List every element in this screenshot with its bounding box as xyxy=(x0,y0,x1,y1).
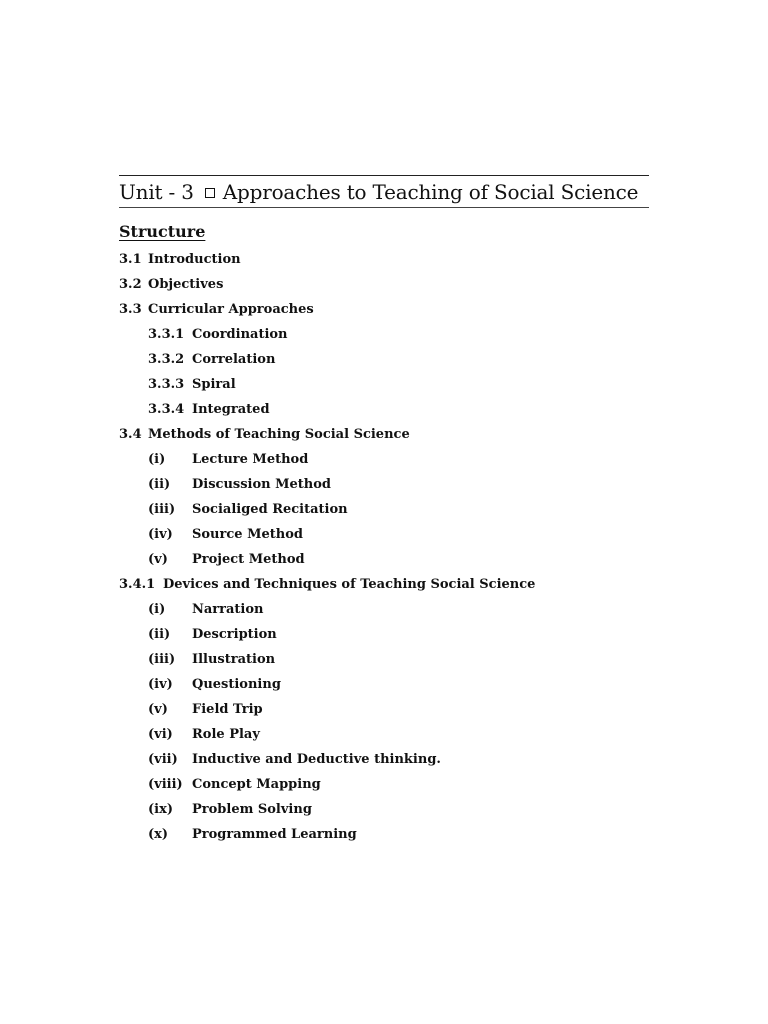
toc-item-label: Discussion Method xyxy=(192,477,332,492)
toc-item-number: (i) xyxy=(148,602,166,617)
toc-item-label: Role Play xyxy=(192,727,260,742)
toc-item-number: (iii) xyxy=(148,652,176,667)
toc-item-number: 3.3.1 xyxy=(148,327,185,342)
table-of-contents xyxy=(119,247,649,847)
toc-item-number: 3.3.2 xyxy=(148,352,185,367)
toc-item xyxy=(119,522,649,547)
toc-item xyxy=(119,347,649,372)
toc-item-label: Illustration xyxy=(192,652,276,667)
toc-item xyxy=(119,472,649,497)
toc-item xyxy=(119,797,649,822)
toc-item xyxy=(119,597,649,622)
toc-item-label: Programmed Learning xyxy=(192,827,357,842)
toc-item xyxy=(119,547,649,572)
toc-item-label: Questioning xyxy=(192,677,281,692)
toc-item xyxy=(119,422,649,447)
toc-item-number: (ii) xyxy=(148,477,171,492)
toc-item-label: Concept Mapping xyxy=(192,777,321,792)
toc-item xyxy=(119,722,649,747)
toc-item-label: Curricular Approaches xyxy=(148,302,314,317)
toc-item-number: (iv) xyxy=(148,527,173,542)
toc-item-label: Lecture Method xyxy=(192,452,309,467)
toc-item-number: (i) xyxy=(148,452,166,467)
toc-item xyxy=(119,822,649,847)
square-bullet-icon xyxy=(205,188,215,198)
toc-item-number: 3.1 xyxy=(119,252,142,267)
toc-item-label: Source Method xyxy=(192,527,303,542)
toc-item xyxy=(119,272,649,297)
toc-item-label: Coordination xyxy=(192,327,288,342)
structure-heading: Structure xyxy=(119,222,206,241)
toc-item-label: Inductive and Deductive thinking. xyxy=(192,752,441,767)
toc-item-number: (x) xyxy=(148,827,169,842)
toc-item-number: (vii) xyxy=(148,752,178,767)
toc-item-number: (vi) xyxy=(148,727,173,742)
toc-item-label: Devices and Techniques of Teaching Social Science xyxy=(163,577,536,592)
toc-item-label: Narration xyxy=(192,602,264,617)
toc-item xyxy=(119,397,649,422)
toc-item-number: (v) xyxy=(148,552,168,567)
toc-item-number: (iv) xyxy=(148,677,173,692)
toc-item-number: 3.3 xyxy=(119,302,142,317)
toc-item-label: Project Method xyxy=(192,552,305,567)
toc-item-number: 3.3.3 xyxy=(148,377,185,392)
toc-item-label: Introduction xyxy=(148,252,241,267)
toc-item xyxy=(119,297,649,322)
toc-item-label: Correlation xyxy=(192,352,276,367)
toc-item-number: 3.2 xyxy=(119,277,142,292)
toc-item-number: 3.4 xyxy=(119,427,142,442)
toc-item xyxy=(119,622,649,647)
unit-number: Unit - 3 xyxy=(119,179,194,204)
toc-item xyxy=(119,372,649,397)
toc-item-number: (iii) xyxy=(148,502,176,517)
toc-item xyxy=(119,572,649,597)
toc-item-label: Integrated xyxy=(192,402,270,417)
toc-item-label: Objectives xyxy=(148,277,224,292)
toc-item-label: Description xyxy=(192,627,277,642)
document-page xyxy=(119,175,649,847)
toc-item xyxy=(119,247,649,272)
toc-item-number: (ix) xyxy=(148,802,173,817)
toc-item xyxy=(119,322,649,347)
toc-item xyxy=(119,772,649,797)
toc-item-label: Socialiged Recitation xyxy=(192,502,348,517)
toc-item-label: Spiral xyxy=(192,377,236,392)
unit-title xyxy=(119,175,649,208)
toc-item-number: (v) xyxy=(148,702,168,717)
toc-item xyxy=(119,497,649,522)
toc-item-number: 3.3.4 xyxy=(148,402,185,417)
toc-item-number: (viii) xyxy=(148,777,183,792)
toc-item xyxy=(119,672,649,697)
toc-item xyxy=(119,647,649,672)
unit-title-text: Approaches to Teaching of Social Science xyxy=(222,179,639,204)
toc-item-label: Field Trip xyxy=(192,702,263,717)
toc-item-label: Problem Solving xyxy=(192,802,312,817)
toc-item xyxy=(119,747,649,772)
toc-item-number: 3.4.1 xyxy=(119,577,156,592)
toc-item xyxy=(119,697,649,722)
toc-item xyxy=(119,447,649,472)
toc-item-label: Methods of Teaching Social Science xyxy=(148,427,410,442)
toc-item-number: (ii) xyxy=(148,627,171,642)
